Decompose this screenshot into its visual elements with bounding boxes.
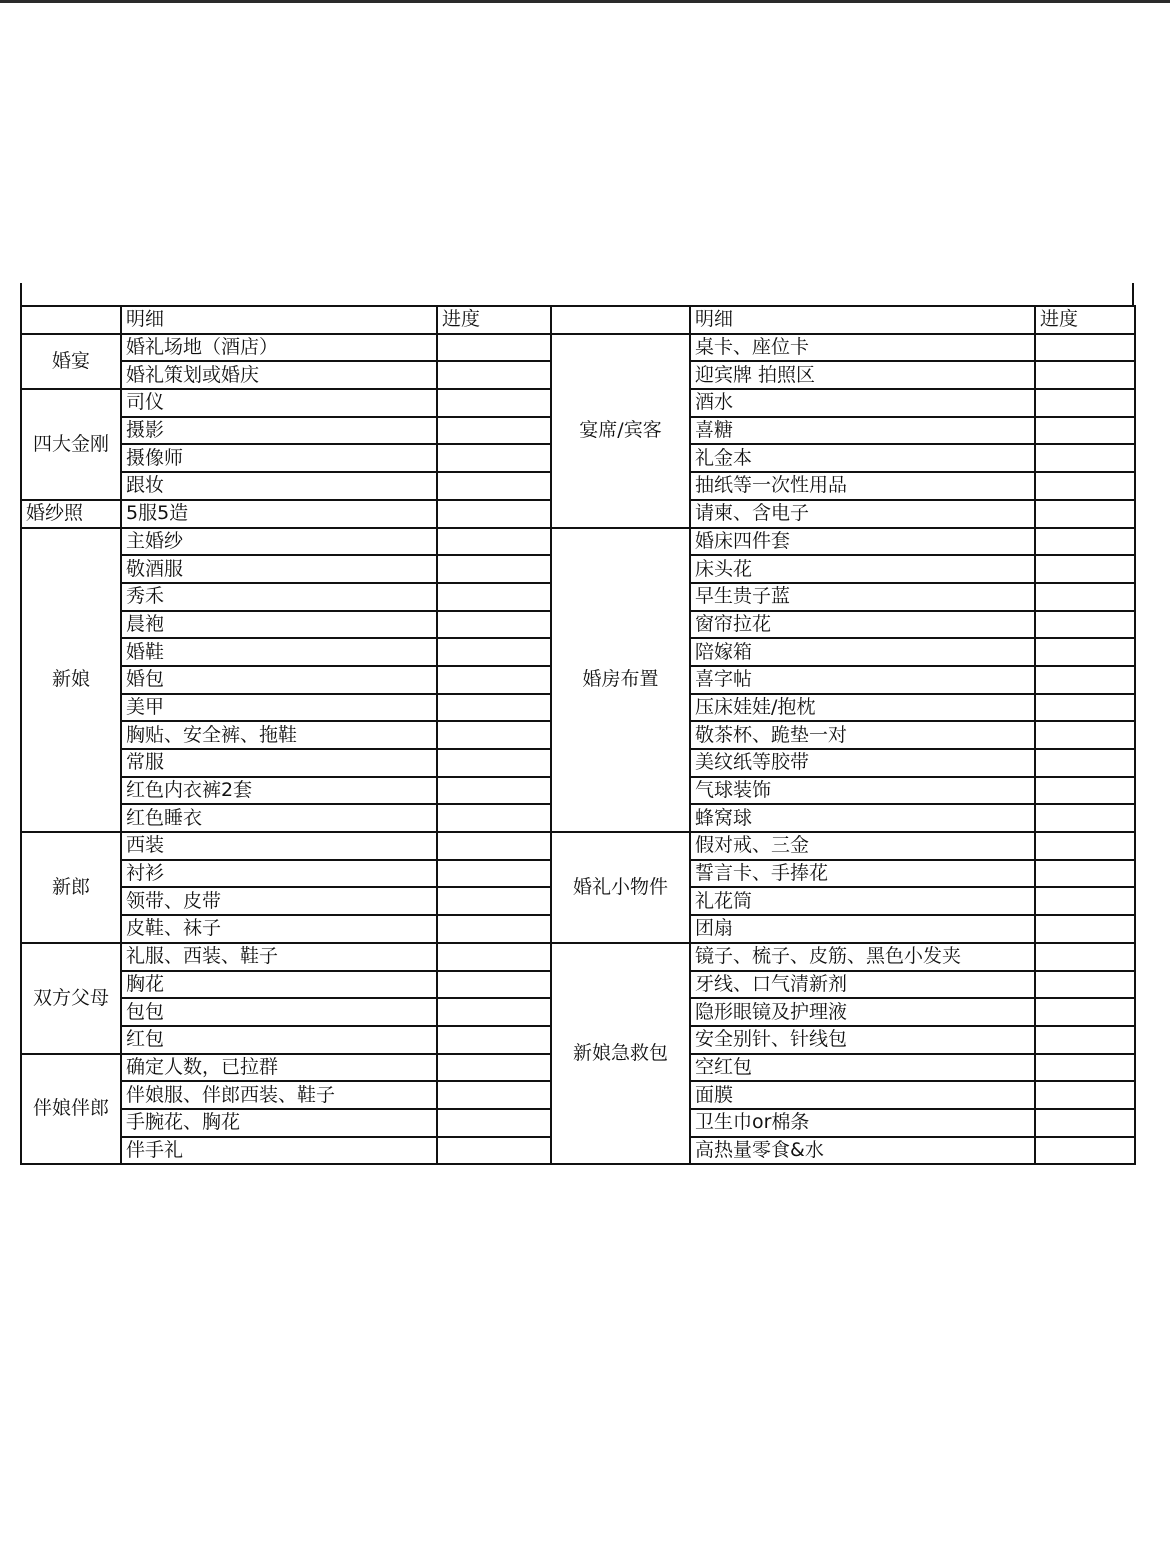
- progress-cell-right[interactable]: [1035, 915, 1135, 943]
- progress-cell-left[interactable]: [437, 417, 551, 445]
- item-detail-right: 美纹纸等胶带: [690, 749, 1035, 777]
- item-detail-left: 伴娘服、伴郎西装、鞋子: [121, 1081, 437, 1109]
- progress-cell-left[interactable]: [437, 472, 551, 500]
- progress-cell-right[interactable]: [1035, 417, 1135, 445]
- item-detail-right: 酒水: [690, 389, 1035, 417]
- progress-cell-left[interactable]: [437, 832, 551, 860]
- progress-cell-right[interactable]: [1035, 334, 1135, 362]
- progress-cell-right[interactable]: [1035, 971, 1135, 999]
- progress-cell-right[interactable]: [1035, 943, 1135, 971]
- table-row: [21, 334, 1135, 362]
- progress-cell-right[interactable]: [1035, 500, 1135, 528]
- top-border: [0, 0, 1170, 3]
- table-row: [21, 832, 1135, 860]
- item-detail-left: 红色内衣裤2套: [121, 777, 437, 805]
- item-detail-right: 空红包: [690, 1054, 1035, 1082]
- progress-cell-left[interactable]: [437, 444, 551, 472]
- item-detail-right: 喜字帖: [690, 666, 1035, 694]
- progress-cell-left[interactable]: [437, 1026, 551, 1054]
- progress-cell-left[interactable]: [437, 666, 551, 694]
- category-cell-right: 宴席/宾客: [551, 334, 690, 528]
- item-detail-right: 礼花筒: [690, 887, 1035, 915]
- item-detail-left: 胸花: [121, 971, 437, 999]
- table-top-edges: [20, 283, 1134, 305]
- category-cell-left: 双方父母: [21, 943, 121, 1054]
- item-detail-right: 婚床四件套: [690, 528, 1035, 556]
- item-detail-right: 敬茶杯、跪垫一对: [690, 721, 1035, 749]
- progress-cell-left[interactable]: [437, 638, 551, 666]
- progress-cell-right[interactable]: [1035, 860, 1135, 888]
- progress-cell-right[interactable]: [1035, 694, 1135, 722]
- progress-cell-left[interactable]: [437, 583, 551, 611]
- item-detail-right: 窗帘拉花: [690, 611, 1035, 639]
- item-detail-left: 摄影: [121, 417, 437, 445]
- category-cell-left: 四大金刚: [21, 389, 121, 500]
- item-detail-left: 包包: [121, 998, 437, 1026]
- progress-cell-left[interactable]: [437, 887, 551, 915]
- item-detail-right: 早生贵子蓝: [690, 583, 1035, 611]
- header-detail-left: 明细: [121, 306, 437, 334]
- item-detail-right: 陪嫁箱: [690, 638, 1035, 666]
- category-cell-right: 婚房布置: [551, 528, 690, 833]
- category-cell-left: 新郎: [21, 832, 121, 943]
- header-progress-right: 进度: [1035, 306, 1135, 334]
- table-row: [21, 528, 1135, 556]
- item-detail-right: 桌卡、座位卡: [690, 334, 1035, 362]
- item-detail-left: 秀禾: [121, 583, 437, 611]
- progress-cell-right[interactable]: [1035, 1081, 1135, 1109]
- progress-cell-right[interactable]: [1035, 887, 1135, 915]
- item-detail-right: 隐形眼镜及护理液: [690, 998, 1035, 1026]
- category-cell-left: 婚纱照: [21, 500, 121, 528]
- item-detail-right: 迎宾牌 拍照区: [690, 361, 1035, 389]
- progress-cell-right[interactable]: [1035, 555, 1135, 583]
- item-detail-right: 誓言卡、手捧花: [690, 860, 1035, 888]
- progress-cell-left[interactable]: [437, 500, 551, 528]
- category-cell-left: 婚宴: [21, 334, 121, 389]
- item-detail-left: 领带、皮带: [121, 887, 437, 915]
- progress-cell-right[interactable]: [1035, 998, 1135, 1026]
- header-progress-left: 进度: [437, 306, 551, 334]
- item-detail-left: 摄像师: [121, 444, 437, 472]
- progress-cell-left[interactable]: [437, 694, 551, 722]
- item-detail-left: 敬酒服: [121, 555, 437, 583]
- item-detail-left: 确定人数，已拉群: [121, 1054, 437, 1082]
- progress-cell-left[interactable]: [437, 804, 551, 832]
- item-detail-right: 抽纸等一次性用品: [690, 472, 1035, 500]
- progress-cell-left[interactable]: [437, 361, 551, 389]
- item-detail-left: 婚鞋: [121, 638, 437, 666]
- table-row: [21, 943, 1135, 971]
- item-detail-right: 压床娃娃/抱枕: [690, 694, 1035, 722]
- item-detail-left: 美甲: [121, 694, 437, 722]
- progress-cell-left[interactable]: [437, 611, 551, 639]
- item-detail-left: 晨袍: [121, 611, 437, 639]
- category-cell-left: 伴娘伴郎: [21, 1054, 121, 1165]
- item-detail-left: 主婚纱: [121, 528, 437, 556]
- item-detail-left: 红色睡衣: [121, 804, 437, 832]
- item-detail-right: 高热量零食&水: [690, 1137, 1035, 1165]
- progress-cell-left[interactable]: [437, 943, 551, 971]
- category-cell-right: 新娘急救包: [551, 943, 690, 1165]
- header-blank-right: [551, 306, 690, 334]
- progress-cell-left[interactable]: [437, 777, 551, 805]
- progress-cell-left[interactable]: [437, 860, 551, 888]
- progress-cell-right[interactable]: [1035, 666, 1135, 694]
- item-detail-right: 假对戒、三金: [690, 832, 1035, 860]
- progress-cell-left[interactable]: [437, 334, 551, 362]
- progress-cell-right[interactable]: [1035, 1026, 1135, 1054]
- progress-cell-left[interactable]: [437, 1054, 551, 1082]
- item-detail-left: 红包: [121, 1026, 437, 1054]
- left-edge-stub: [20, 283, 22, 305]
- header-row: [21, 306, 1135, 334]
- item-detail-left: 5服5造: [121, 500, 437, 528]
- progress-cell-left[interactable]: [437, 915, 551, 943]
- progress-cell-left[interactable]: [437, 749, 551, 777]
- progress-cell-left[interactable]: [437, 528, 551, 556]
- progress-cell-left[interactable]: [437, 1109, 551, 1137]
- item-detail-right: 面膜: [690, 1081, 1035, 1109]
- table-body: [21, 306, 1135, 1164]
- progress-cell-left[interactable]: [437, 555, 551, 583]
- progress-cell-right[interactable]: [1035, 1109, 1135, 1137]
- category-cell-right: 婚礼小物件: [551, 832, 690, 943]
- item-detail-left: 婚礼场地（酒店）: [121, 334, 437, 362]
- item-detail-left: 跟妆: [121, 472, 437, 500]
- item-detail-right: 卫生巾or棉条: [690, 1109, 1035, 1137]
- progress-cell-right[interactable]: [1035, 583, 1135, 611]
- item-detail-right: 床头花: [690, 555, 1035, 583]
- progress-cell-right[interactable]: [1035, 1054, 1135, 1082]
- wedding-checklist-table: [20, 305, 1136, 1165]
- progress-cell-left[interactable]: [437, 721, 551, 749]
- progress-cell-left[interactable]: [437, 389, 551, 417]
- progress-cell-right[interactable]: [1035, 804, 1135, 832]
- item-detail-right: 牙线、口气清新剂: [690, 971, 1035, 999]
- item-detail-left: 手腕花、胸花: [121, 1109, 437, 1137]
- item-detail-right: 镜子、梳子、皮筋、黑色小发夹: [690, 943, 1035, 971]
- progress-cell-right[interactable]: [1035, 472, 1135, 500]
- right-edge-stub: [1132, 283, 1134, 305]
- item-detail-left: 司仪: [121, 389, 437, 417]
- item-detail-left: 西装: [121, 832, 437, 860]
- item-detail-left: 礼服、西装、鞋子: [121, 943, 437, 971]
- progress-cell-right[interactable]: [1035, 611, 1135, 639]
- item-detail-right: 礼金本: [690, 444, 1035, 472]
- item-detail-left: 婚礼策划或婚庆: [121, 361, 437, 389]
- progress-cell-left[interactable]: [437, 1081, 551, 1109]
- progress-cell-right[interactable]: [1035, 361, 1135, 389]
- progress-cell-right[interactable]: [1035, 749, 1135, 777]
- progress-cell-left[interactable]: [437, 998, 551, 1026]
- item-detail-left: 婚包: [121, 666, 437, 694]
- category-cell-left: 新娘: [21, 528, 121, 833]
- progress-cell-left[interactable]: [437, 971, 551, 999]
- progress-cell-right[interactable]: [1035, 1137, 1135, 1165]
- item-detail-right: 蜂窝球: [690, 804, 1035, 832]
- item-detail-right: 喜糖: [690, 417, 1035, 445]
- progress-cell-right[interactable]: [1035, 777, 1135, 805]
- item-detail-right: 请柬、含电子: [690, 500, 1035, 528]
- item-detail-left: 皮鞋、袜子: [121, 915, 437, 943]
- progress-cell-right[interactable]: [1035, 528, 1135, 556]
- progress-cell-left[interactable]: [437, 1137, 551, 1165]
- header-detail-right: 明细: [690, 306, 1035, 334]
- header-blank-left: [21, 306, 121, 334]
- progress-cell-right[interactable]: [1035, 721, 1135, 749]
- item-detail-right: 团扇: [690, 915, 1035, 943]
- item-detail-left: 伴手礼: [121, 1137, 437, 1165]
- progress-cell-right[interactable]: [1035, 389, 1135, 417]
- item-detail-left: 常服: [121, 749, 437, 777]
- item-detail-left: 衬衫: [121, 860, 437, 888]
- item-detail-right: 安全别针、针线包: [690, 1026, 1035, 1054]
- item-detail-right: 气球装饰: [690, 777, 1035, 805]
- progress-cell-right[interactable]: [1035, 832, 1135, 860]
- item-detail-left: 胸贴、安全裤、拖鞋: [121, 721, 437, 749]
- progress-cell-right[interactable]: [1035, 638, 1135, 666]
- progress-cell-right[interactable]: [1035, 444, 1135, 472]
